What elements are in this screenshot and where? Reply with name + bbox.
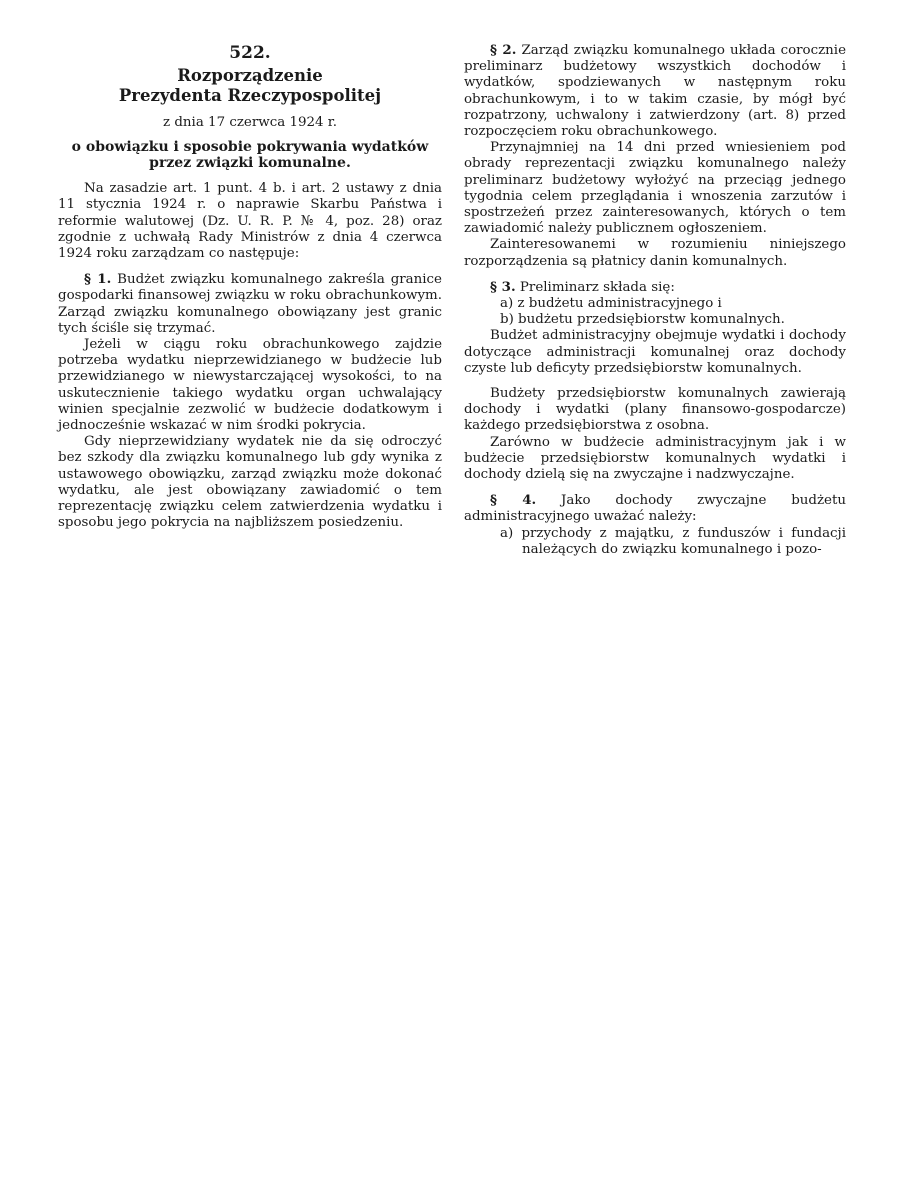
section-4-list: [464, 526, 846, 558]
section-2-paragraph-2: Przynajmniej na 14 dni przed wniesieniem pod obrady reprezentacji związku komunalnego należy preliminarz budżetowy wyłożyć na przeciąg jednego tygodnia celem przeglądania i wnoszenia zarzutów i spostrzeżeń przez zainteresowanych, których o tem zawiadomić należy publicznem ogłoszeniem.: [464, 140, 846, 237]
title-line-1: Rozporządzenie: [177, 66, 323, 85]
section-3-label: § 3.: [490, 278, 516, 295]
section-3-paragraph-3: Zarówno w budżecie administracyjnym jak i w budżecie przedsiębiorstw komunalnych wydatki i dochody dzielą się na zwyczajne i nadzwyczajne.: [464, 434, 846, 483]
section-2-paragraph-3: Zainteresowanemi w rozumieniu niniejszego rozporządzenia są płatnicy danin komunalnych.: [464, 237, 846, 269]
section-3-intro-text: Preliminarz składa się:: [519, 279, 675, 295]
title-line-2: Prezydenta Rzeczypospolitej: [118, 86, 382, 105]
section-3-intro: [464, 279, 846, 296]
section-3-item-b: b) budżetu przedsiębiorstw komunalnych.: [500, 312, 785, 328]
section-4-intro-text: Jako dochody zwyczajne budżetu administracyjnego uważać należy:: [464, 493, 846, 525]
act-number: 522.: [229, 43, 271, 63]
section-2-paragraph-1: [464, 42, 846, 140]
act-subject: o obowiązku i sposobie pokrywania wydatków przez związki komunalne.: [71, 139, 429, 172]
section-1-paragraph-1: [58, 271, 442, 337]
section-3-paragraph-2: Budżety przedsiębiorstw komunalnych zawierają dochody i wydatki (plany finansowo-gospodarcze) każdego przedsiębiorstwa z osobna.: [464, 386, 846, 434]
section-4-item-a: a) przychody z majątku, z funduszów i fundacji należących do związku komunalnego i pozo-: [500, 525, 846, 557]
section-4-label: § 4.: [490, 492, 537, 509]
section-2-text-1: Zarząd związku komunalnego układa corocznie preliminarz budżetowy wszystkich dochodów i wydatków, spodziewanych w następnym roku obrachunkowym, i to w takim czasie, by mógł być rozpatrzony, uchwalony i zatwierdzony (art. 8) przed rozpoczęciem roku obrachunkowego.: [464, 43, 847, 140]
section-3-list: [464, 296, 846, 328]
section-1-text-1: Budżet związku komunalnego zakreśla granice gospodarki finansowej związku w roku obrachunkowym. Zarząd związku komunalnego obowiązany jest granic tych ściśle się trzymać.: [58, 272, 442, 336]
section-3-item-a: a) z budżetu administracyjnego i: [500, 296, 722, 312]
section-2-label: § 2.: [490, 42, 517, 58]
preamble: Na zasadzie art. 1 punt. 4 b. i art. 2 ustawy z dnia 11 stycznia 1924 r. o naprawie Skarbu Państwa i reformie walutowej (Dz. U. R. P. № 4, poz. 28) oraz zgodnie z uchwałą Rady Ministrów z dnia 4 czerwca 1924 roku zarządzam co następuje:: [58, 181, 442, 262]
section-1-paragraph-2: Jeżeli w ciągu roku obrachunkowego zajdzie potrzeba wydatku nieprzewidzianego w budżecie lub przewidzianego w niewystarczającej wysokości, to na uskutecznienie takiego wydatku organ uchwalający winien specjalnie zezwolić w budżecie dodatkowym i jednocześnie wskazać w nim środki pokrycia.: [58, 337, 442, 434]
section-1-label: § 1.: [84, 271, 112, 288]
act-date: z dnia 17 czerwca 1924 r.: [163, 115, 337, 130]
left-column: [58, 42, 442, 531]
right-column: [464, 42, 846, 558]
section-3-paragraph-1: Budżet administracyjny obejmuje wydatki i dochody dotyczące administracji komunalnej oraz dochody czyste lub deficyty przedsiębiorstw komunalnych.: [464, 328, 846, 376]
section-1-paragraph-3: Gdy nieprzewidziany wydatek nie da się odroczyć bez szkody dla związku komunalnego lub gdy wynika z ustawowego obowiązku, zarząd związku może dokonać wydatku, ale jest obowiązany zawiadomić o tem reprezentację związku celem zatwierdzenia wydatku i sposobu jego pokrycia na najbliższem posiedzeniu.: [58, 434, 442, 531]
section-4-intro: [464, 492, 846, 525]
